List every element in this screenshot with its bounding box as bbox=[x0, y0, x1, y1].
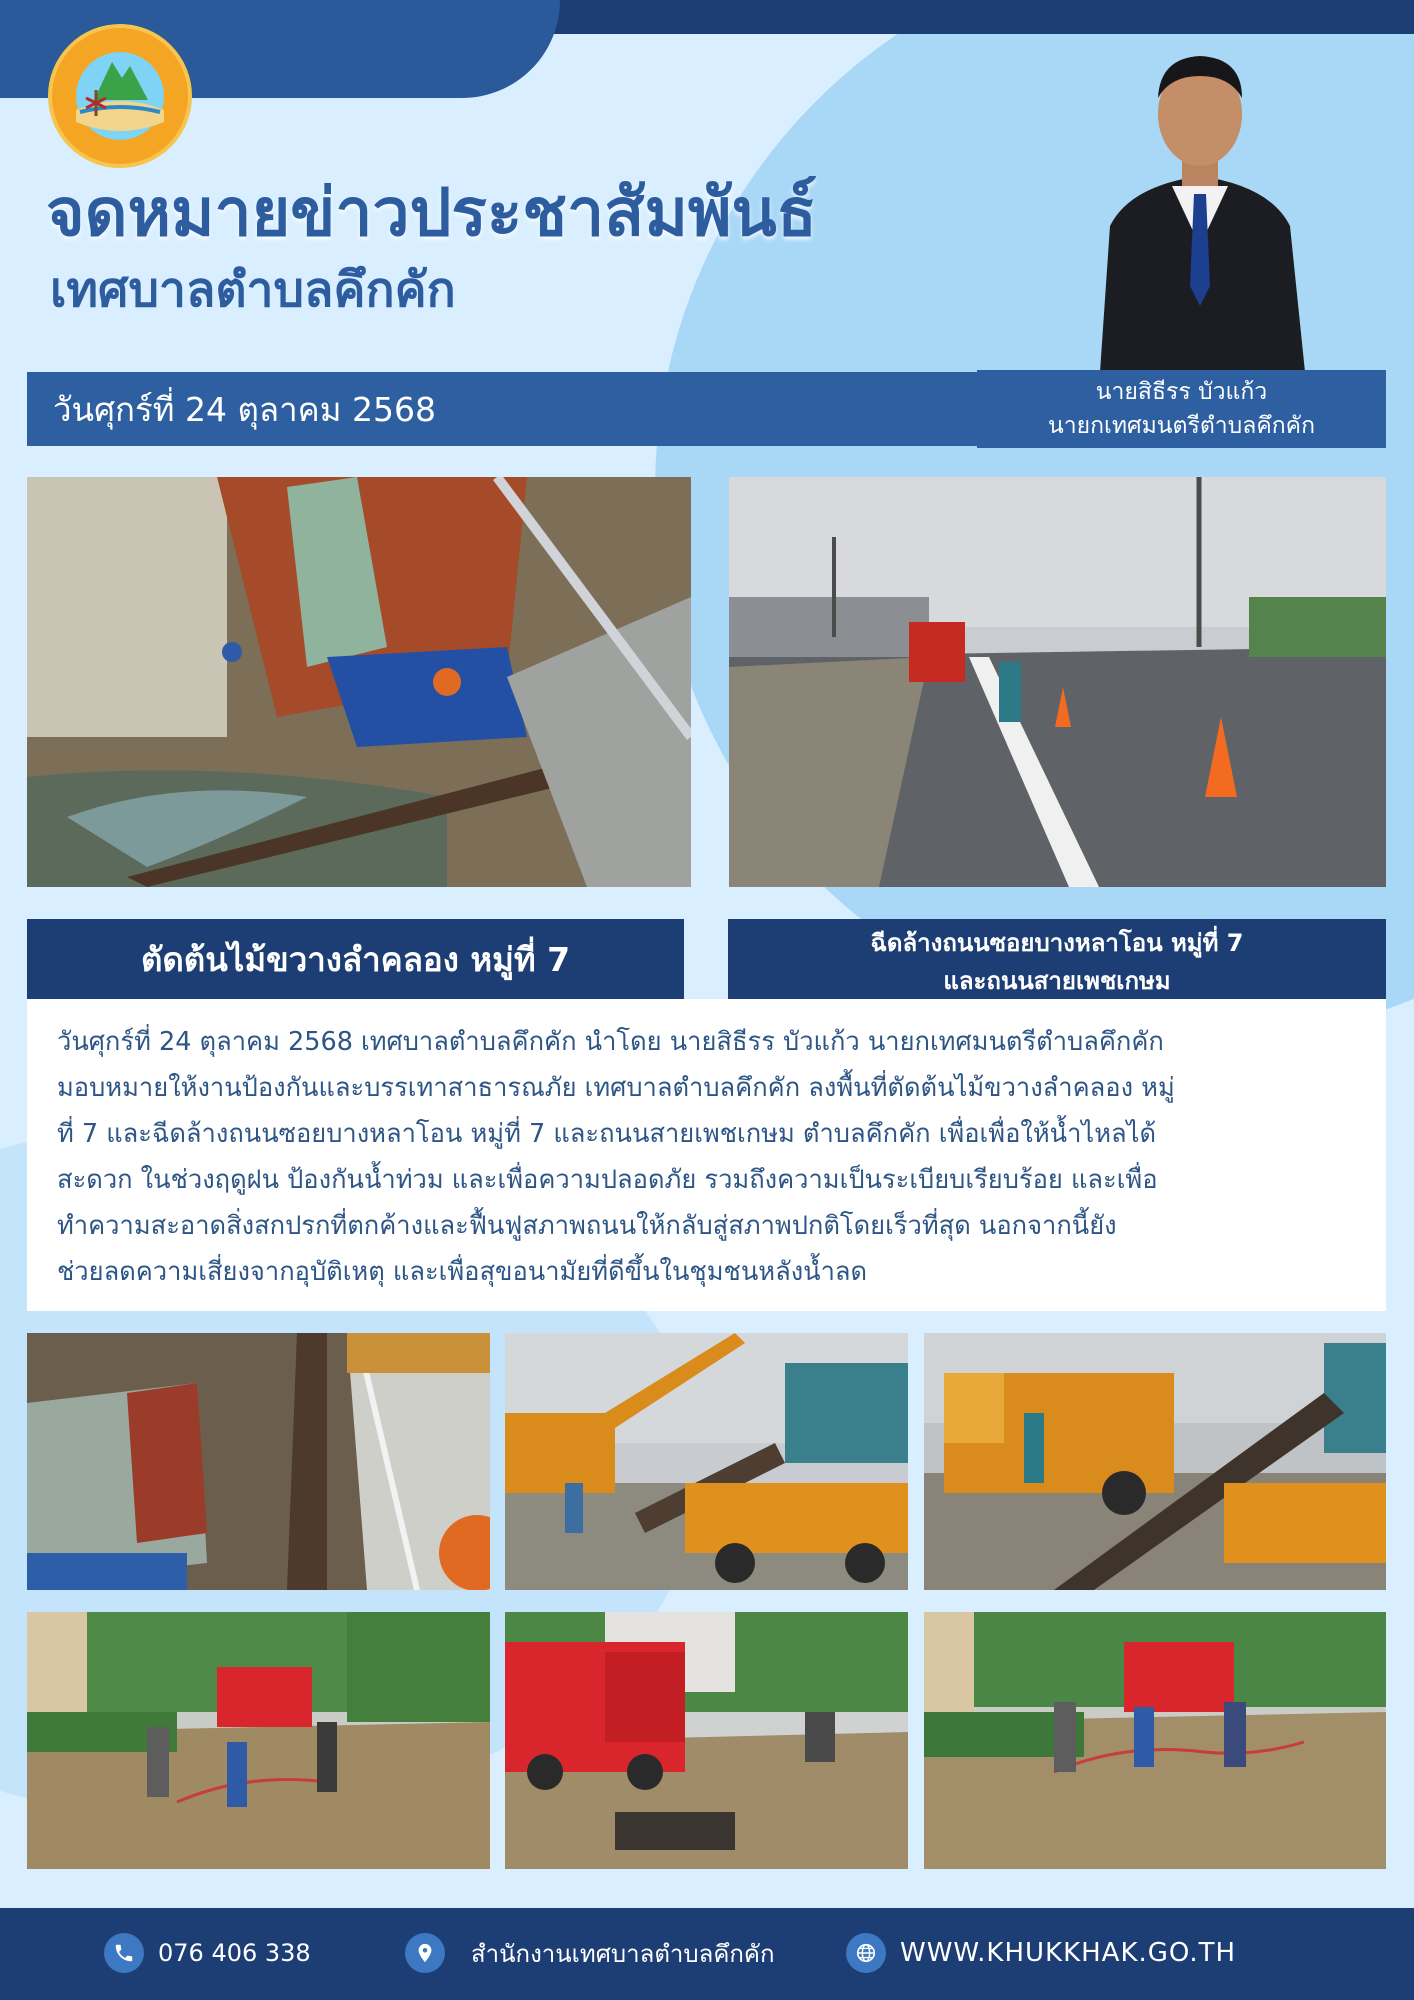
page-title: จดหมายข่าวประชาสัมพันธ์ bbox=[46, 174, 817, 251]
footer-office bbox=[405, 1932, 775, 1974]
official-name-box bbox=[977, 370, 1386, 448]
official-position: นายกเทศมนตรีตำบลคึกคัก bbox=[1047, 413, 1315, 439]
official-portrait bbox=[1090, 36, 1310, 372]
caption-road-washing-line1: ฉีดล้างถนนซอยบางหลาโอน หมู่ที่ 7 bbox=[870, 929, 1244, 957]
photo-collapsed-wall bbox=[27, 1333, 490, 1590]
news-body bbox=[27, 999, 1386, 1311]
footer-website-link[interactable]: WWW.KHUKKHAK.GO.TH bbox=[900, 1938, 1237, 1968]
footer-phone-text: 076 406 338 bbox=[158, 1939, 311, 1967]
body-line: ทำความสะอาดสิ่งสกปรกที่ตกค้างและฟื้นฟูสภาพถนนให้กลับสู่สภาพปกติโดยเร็วที่สุด นอกจากนี้ยัง bbox=[57, 1211, 1117, 1241]
photo-fire-truck-road bbox=[505, 1612, 908, 1869]
footer-office-text: สำนักงานเทศบาลตำบลคึกคัก bbox=[471, 1939, 775, 1968]
date-banner bbox=[27, 372, 992, 446]
caption-road-washing bbox=[728, 919, 1386, 999]
page-subtitle: เทศบาลตำบลคึกคัก bbox=[50, 262, 456, 318]
caption-road-washing-line2: และถนนสายเพชเกษม bbox=[943, 967, 1171, 995]
news-body-text bbox=[57, 1019, 1356, 1295]
date-text: วันศุกร์ที่ 24 ตุลาคม 2568 bbox=[53, 389, 436, 429]
body-line: มอบหมายให้งานป้องกันและบรรเทาสาธารณภัย เทศบาลตำบลคึกคัก ลงพื้นที่ตัดต้นไม้ขวางลำคลอง หมู่ bbox=[57, 1073, 1175, 1103]
body-line: ช่วยลดความเสี่ยงจากอุบัติเหตุ และเพื่อสุขอนามัยที่ดีขึ้นในชุมชนหลังน้ำลด bbox=[57, 1257, 868, 1287]
body-line: วันศุกร์ที่ 24 ตุลาคม 2568 เทศบาลตำบลคึกคัก นำโดย นายสิธีรร บัวแก้ว นายกเทศมนตรีตำบลคึกคัก bbox=[57, 1027, 1164, 1057]
photo-crane-lifting-log bbox=[505, 1333, 908, 1590]
body-line: ที่ 7 และฉีดล้างถนนซอยบางหลาโอน หมู่ที่ 7 และถนนสายเพชเกษม ตำบลคึกคัก เพื่อเพื่อให้น้ำไหลได้ bbox=[57, 1119, 1157, 1149]
photo-road-washing bbox=[729, 477, 1386, 887]
phone-icon bbox=[104, 1933, 144, 1973]
photo-fallen-tree-canal bbox=[27, 477, 691, 887]
photo-log-on-truck bbox=[924, 1333, 1386, 1590]
caption-tree-cutting-text: ตัดต้นไม้ขวางลำคลอง หมู่ที่ 7 bbox=[140, 939, 571, 979]
location-pin-icon bbox=[405, 1933, 445, 1973]
footer-phone bbox=[104, 1932, 311, 1974]
body-line: สะดวก ในช่วงฤดูฝน ป้องกันน้ำท่วม และเพื่อความปลอดภัย รวมถึงความเป็นระเบียบเรียบร้อย และเพื่อ bbox=[57, 1165, 1158, 1195]
municipality-seal-icon bbox=[48, 24, 192, 168]
photo-hose-washing-1 bbox=[27, 1612, 490, 1869]
globe-icon bbox=[846, 1933, 886, 1973]
official-name: นายสิธีรร บัวแก้ว bbox=[1095, 379, 1268, 405]
photo-hose-washing-2 bbox=[924, 1612, 1386, 1869]
footer-website[interactable] bbox=[846, 1932, 1236, 1974]
caption-tree-cutting bbox=[27, 919, 684, 999]
